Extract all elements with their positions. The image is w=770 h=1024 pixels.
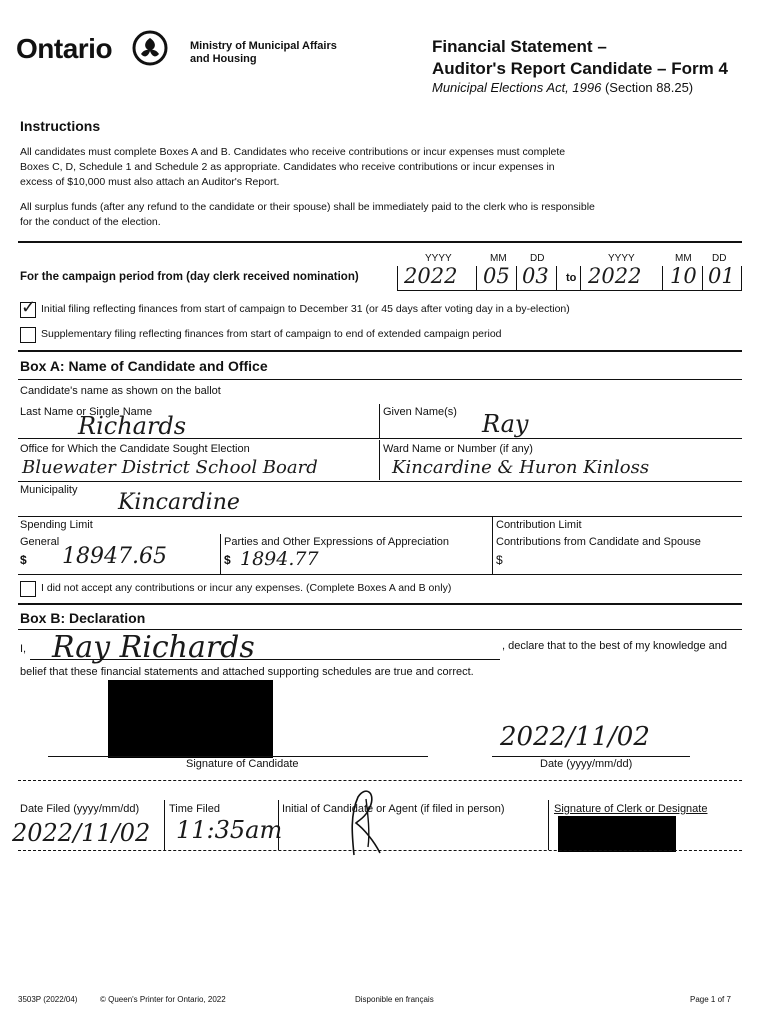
to-year-field[interactable]: 2022 xyxy=(588,264,642,288)
date-box-divider xyxy=(741,266,742,290)
check-mark-icon: ✓ xyxy=(21,297,37,318)
date-box-divider xyxy=(556,266,557,290)
divider xyxy=(18,603,742,605)
date-filed-label: Date Filed (yyyy/mm/dd) xyxy=(20,803,140,815)
parties-currency: $ xyxy=(224,553,231,567)
french-version-note: Disponible en français xyxy=(355,995,434,1004)
given-names-label: Given Name(s) xyxy=(383,406,457,418)
instructions-p1-line3: excess of $10,000 must also attach an Auditor's Report. xyxy=(20,176,280,188)
field-divider xyxy=(548,800,549,850)
general-limit-field[interactable]: 18947.65 xyxy=(62,544,167,569)
instructions-paragraph-2 xyxy=(20,200,595,230)
ward-label: Ward Name or Number (if any) xyxy=(383,443,533,455)
field-divider xyxy=(379,440,380,480)
field-divider xyxy=(278,800,279,850)
contrib-spouse-currency: $ xyxy=(496,553,503,567)
from-month-field[interactable]: 05 xyxy=(483,264,510,288)
box-a-title: Box A: Name of Candidate and Office xyxy=(20,358,268,374)
form-title-line1: Financial Statement – xyxy=(432,37,607,56)
divider xyxy=(18,780,742,781)
dd-label-from: DD xyxy=(530,253,545,264)
initial-label: Initial of Candidate or Agent (if filed in person) xyxy=(282,803,505,815)
parties-limit-field[interactable]: 1894.77 xyxy=(240,548,319,570)
spending-limit-label: Spending Limit xyxy=(20,519,93,531)
redacted-signature xyxy=(108,680,273,758)
date-line xyxy=(492,756,690,757)
municipality-field[interactable]: Kincardine xyxy=(118,490,240,515)
yyyy-label-to: YYYY xyxy=(608,253,635,264)
mm-label-from: MM xyxy=(490,253,507,264)
divider xyxy=(18,241,742,243)
time-filed-field[interactable]: 11:35am xyxy=(176,816,283,844)
instructions-p1-line2: Boxes C, D, Schedule 1 and Schedule 2 as appropriate. Candidates who receive contributions or incur expenses in xyxy=(20,161,555,173)
yyyy-label-from: YYYY xyxy=(425,253,452,264)
instructions-p1-line1: All candidates must complete Boxes A and B. Candidates who receive contributions or incur expenses must complete xyxy=(20,146,566,158)
signature-line xyxy=(48,756,428,757)
given-names-field[interactable]: Ray xyxy=(482,410,529,438)
act-name: Municipal Elections Act, 1996 xyxy=(432,80,602,95)
supplementary-filing-label: Supplementary filing reflecting finances from start of campaign to end of extended campaign period xyxy=(41,328,502,340)
to-label: to xyxy=(566,272,577,284)
dd-label-to: DD xyxy=(712,253,727,264)
general-currency: $ xyxy=(20,553,27,567)
instructions-p2-line1: All surplus funds (after any refund to the candidate or their spouse) shall be immediately paid to the clerk who is responsible xyxy=(20,201,595,213)
instructions-heading: Instructions xyxy=(20,118,101,134)
instructions-paragraph-1 xyxy=(20,145,565,190)
office-field[interactable]: Bluewater District School Board xyxy=(22,457,318,478)
divider xyxy=(18,574,742,575)
to-day-field[interactable]: 01 xyxy=(708,264,735,288)
divider xyxy=(18,438,742,439)
last-name-label: Last Name or Single Name xyxy=(20,406,153,418)
date-filed-field[interactable]: 2022/11/02 xyxy=(12,819,151,847)
general-label: General xyxy=(20,536,60,548)
divider xyxy=(18,516,742,517)
declarant-underline xyxy=(30,659,500,660)
contribution-limit-label: Contribution Limit xyxy=(496,519,582,531)
field-divider xyxy=(164,800,165,850)
from-day-field[interactable]: 03 xyxy=(522,264,549,288)
time-filed-label: Time Filed xyxy=(169,803,220,815)
date-box-divider xyxy=(580,266,581,290)
ballot-name-note: Candidate's name as shown on the ballot xyxy=(20,385,221,397)
field-divider xyxy=(379,404,380,438)
date-box-divider xyxy=(397,266,398,290)
mm-label-to: MM xyxy=(675,253,692,264)
copyright: © Queen's Printer for Ontario, 2022 xyxy=(100,995,226,1004)
initial-filing-checkbox[interactable] xyxy=(20,297,37,318)
field-divider xyxy=(492,516,493,574)
box-b-title: Box B: Declaration xyxy=(20,610,146,626)
no-contributions-label: I did not accept any contributions or incur any expenses. (Complete Boxes A and B only) xyxy=(41,582,452,594)
declarant-name-field[interactable]: Ray Richards xyxy=(52,630,255,665)
belief-text: belief that these financial statements and attached supporting schedules are true and correct. xyxy=(20,666,474,678)
form-title-line2: Auditor's Report Candidate – Form 4 xyxy=(432,59,728,78)
ministry-name: Ministry of Municipal Affairs and Housing xyxy=(190,40,337,65)
divider xyxy=(18,350,742,352)
ontario-logo-text: Ontario xyxy=(16,33,113,64)
date-box-divider xyxy=(476,266,477,290)
date-box-divider xyxy=(662,266,663,290)
no-contributions-checkbox[interactable] xyxy=(20,581,36,597)
parties-label: Parties and Other Expressions of Appreciation xyxy=(224,536,450,548)
office-label: Office for Which the Candidate Sought Election xyxy=(20,443,250,455)
to-month-field[interactable]: 10 xyxy=(670,264,697,288)
date-underline xyxy=(397,290,742,291)
declare-text: , declare that to the best of my knowledge and xyxy=(502,640,728,652)
from-year-field[interactable]: 2022 xyxy=(404,264,458,288)
municipality-label: Municipality xyxy=(20,484,78,496)
divider xyxy=(18,481,742,482)
act-section: (Section 88.25) xyxy=(604,80,694,95)
divider xyxy=(18,850,742,851)
act-reference xyxy=(432,80,693,95)
form-code: 3503P (2022/04) xyxy=(18,995,78,1004)
date-box-divider xyxy=(516,266,517,290)
redacted-clerk-signature xyxy=(558,816,676,852)
trillium-logo-icon xyxy=(132,30,168,66)
field-divider xyxy=(220,534,221,574)
instructions-p2-line2: for the conduct of the election. xyxy=(20,216,161,228)
date-label: Date (yyyy/mm/dd) xyxy=(540,758,633,770)
ward-field[interactable]: Kincardine & Huron Kinloss xyxy=(392,457,650,478)
initial-filing-label: Initial filing reflecting finances from start of campaign to December 31 (or 45 days after voting day in a by-election) xyxy=(41,303,570,315)
clerk-signature-label: Signature of Clerk or Designate xyxy=(554,803,708,815)
last-name-field[interactable]: Richards xyxy=(78,412,187,440)
supplementary-filing-checkbox[interactable] xyxy=(20,327,36,343)
page-number: Page 1 of 7 xyxy=(690,995,731,1004)
divider xyxy=(18,379,742,380)
signature-label: Signature of Candidate xyxy=(186,758,299,770)
contrib-spouse-label: Contributions from Candidate and Spouse xyxy=(496,536,701,548)
date-box-divider xyxy=(702,266,703,290)
initial-mark-icon[interactable] xyxy=(340,785,390,860)
campaign-period-label: For the campaign period from (day clerk received nomination) xyxy=(20,271,359,283)
declaration-date-field[interactable]: 2022/11/02 xyxy=(500,722,650,752)
declaration-i-label: I, xyxy=(20,643,27,655)
